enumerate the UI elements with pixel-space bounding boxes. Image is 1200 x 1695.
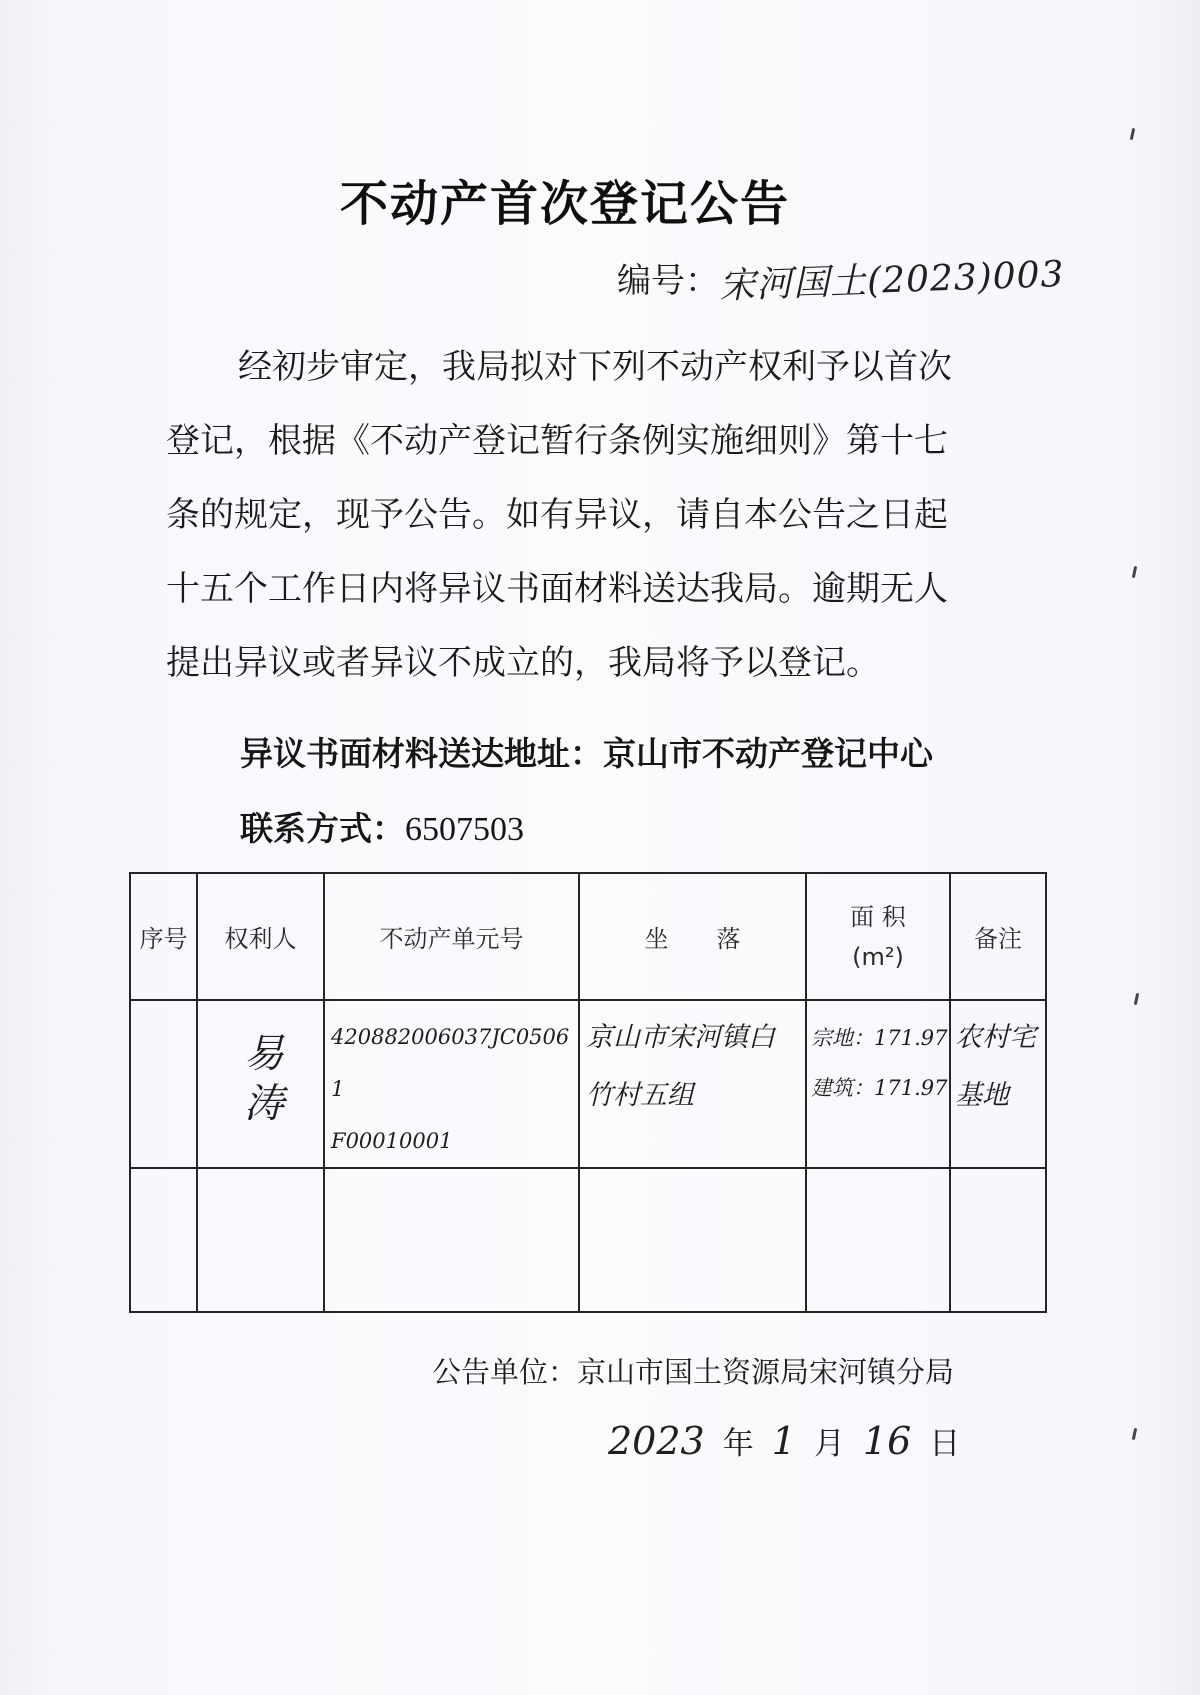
date-year: 2023 xyxy=(608,1419,705,1463)
cell-location xyxy=(579,1000,806,1168)
contact-label: 联系方式： xyxy=(240,809,405,848)
cell-unit-no xyxy=(324,1000,579,1168)
header-seq: 序号 xyxy=(130,873,197,1000)
location-line: 竹村五组 xyxy=(586,1080,694,1111)
holder-name: 易涛 xyxy=(237,1032,284,1132)
notice-number-label: 编号： xyxy=(617,261,719,301)
body-line: 登记，根据《不动产登记暂行条例实施细则》第十七 xyxy=(166,421,948,461)
date-year-unit: 年 xyxy=(722,1426,754,1462)
issuing-unit: 公告单位：京山市国土资源局宋河镇分局 xyxy=(432,1355,955,1389)
property-table xyxy=(129,872,1047,1313)
remark-line: 基地 xyxy=(955,1080,1009,1111)
empty-cell xyxy=(130,1168,197,1312)
empty-cell xyxy=(950,1168,1046,1312)
unit-no-line: F00010001 xyxy=(331,1129,453,1153)
header-area-label: 面 积 xyxy=(850,902,906,931)
notice-number-value: 宋河国土(2023)003 xyxy=(718,253,1066,308)
scan-speck xyxy=(1132,1428,1137,1440)
date-month: 1 xyxy=(771,1419,796,1463)
cell-holder xyxy=(197,1000,324,1168)
notice-number xyxy=(617,252,1066,308)
remark-line: 农村宅 xyxy=(955,1022,1036,1053)
header-holder: 权利人 xyxy=(197,873,324,1000)
table-header-row xyxy=(130,873,1046,1000)
empty-cell xyxy=(324,1168,579,1312)
body-line: 提出异议或者异议不成立的，我局将予以登记。 xyxy=(166,643,880,683)
cell-area xyxy=(806,1000,950,1168)
cell-seq xyxy=(130,1000,197,1168)
empty-cell xyxy=(806,1168,950,1312)
page-title: 不动产首次登记公告 xyxy=(340,176,791,232)
scan-speck xyxy=(1130,128,1135,140)
area-building: 建筑：171.97 xyxy=(811,1076,948,1100)
empty-cell xyxy=(197,1168,324,1312)
empty-cell xyxy=(579,1168,806,1312)
issue-date xyxy=(608,1418,978,1463)
date-day: 16 xyxy=(862,1419,912,1463)
header-location: 坐 落 xyxy=(579,873,806,1000)
body-line: 条的规定，现予公告。如有异议，请自本公告之日起 xyxy=(166,495,948,535)
date-day-unit: 日 xyxy=(929,1426,961,1462)
body-line: 经初步审定，我局拟对下列不动产权利予以首次 xyxy=(238,347,952,387)
cell-remark xyxy=(950,1000,1046,1168)
table-row xyxy=(130,1000,1046,1168)
objection-address: 异议书面材料送达地址：京山市不动产登记中心 xyxy=(240,734,933,773)
header-unit-no: 不动产单元号 xyxy=(324,873,579,1000)
notice-body xyxy=(166,330,1006,700)
header-area-unit: (m²) xyxy=(852,942,904,971)
location-line: 京山市宋河镇白 xyxy=(586,1022,775,1053)
header-remark: 备注 xyxy=(950,873,1046,1000)
scan-speck xyxy=(1134,993,1139,1005)
date-month-unit: 月 xyxy=(813,1426,845,1462)
area-land: 宗地：171.97 xyxy=(811,1026,948,1050)
scan-speck xyxy=(1132,566,1137,578)
table-row-empty xyxy=(130,1168,1046,1312)
contact-info xyxy=(240,803,524,850)
body-line: 十五个工作日内将异议书面材料送达我局。逾期无人 xyxy=(166,569,948,609)
unit-no-line: 420882006037JC05061 xyxy=(331,1025,570,1101)
contact-phone: 6507503 xyxy=(405,811,524,848)
header-area xyxy=(806,873,950,1000)
